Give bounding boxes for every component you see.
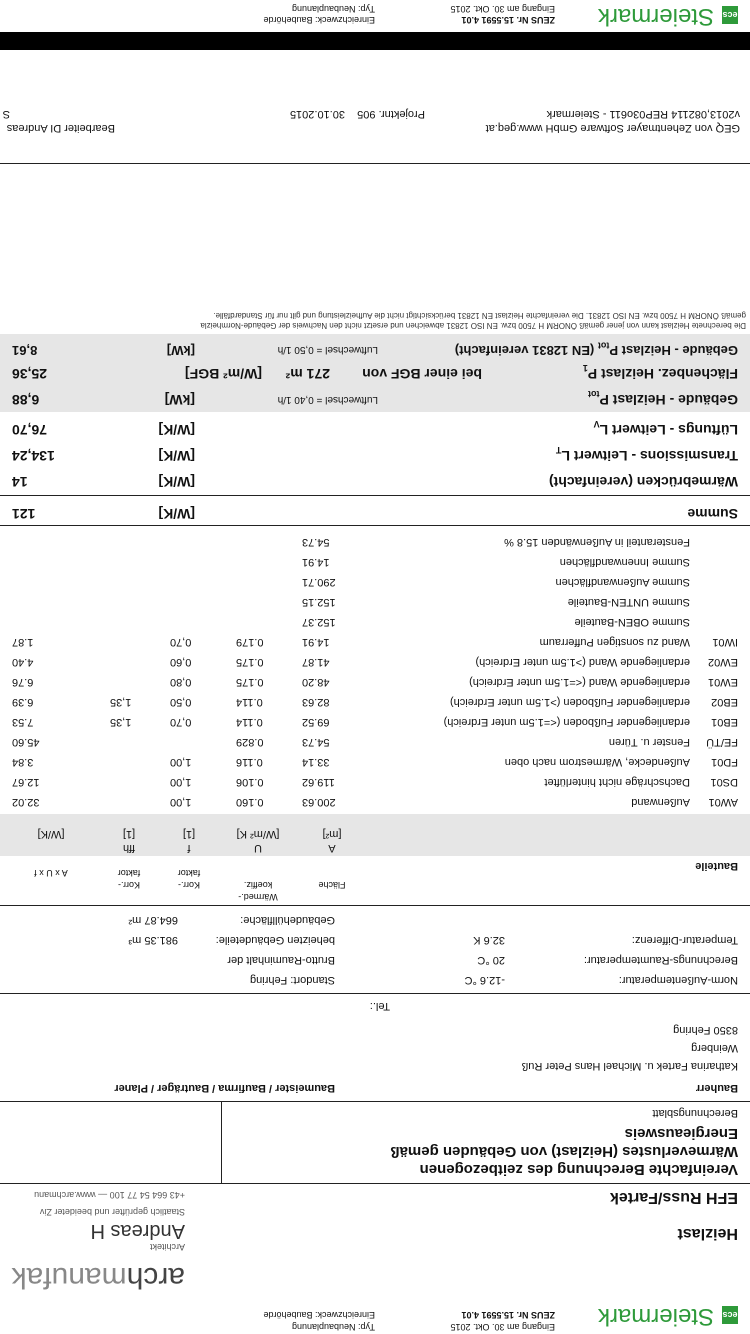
col-korr-2: faktor — [177, 868, 201, 878]
row-result: 7.53 — [12, 716, 34, 728]
company-name-part2: manufak — [11, 1261, 127, 1294]
row-area: 54.73 — [302, 736, 330, 748]
disclaimer-line-1: Die berechnete Heizlast kann von jener gemäß ÖNORM H 7500 bzw. EN ISO 12831 abweichen und ersetzt nicht den Nachweis der Gebäude-Normheizla — [200, 321, 746, 330]
row-name: erdanliegende Wand (>1.5m unter Erdreich) — [475, 656, 690, 668]
row-result: 6.76 — [12, 676, 34, 688]
steiermark-logo: ecs — [722, 6, 738, 24]
divider-vertical — [221, 1102, 222, 1184]
bauherr-tel: Tel.: — [369, 1000, 390, 1012]
bauherr-name: Katharina Fartek u. Michael Hans Peter Ruß — [521, 1060, 738, 1072]
param-beheizt-value: 981.35 m³ — [128, 934, 178, 946]
row-code: EB02 — [711, 696, 738, 708]
bauherr-city: 8350 Fehring — [673, 1024, 738, 1036]
row-result: 45.60 — [12, 736, 40, 748]
steiermark-brand: Steiermark — [597, 1303, 714, 1330]
param-norm-value: -12.6 °C — [464, 974, 505, 986]
row-area: 82.63 — [302, 696, 330, 708]
row-name: Außendecke, Wärmestrom nach oben — [504, 756, 690, 768]
row-u-value: 0.160 — [236, 796, 264, 808]
row-result: 12.67 — [12, 776, 40, 788]
row-area: 14.91 — [302, 636, 330, 648]
summary-label: Summe Außenwandflächen — [555, 576, 690, 588]
col-korr-b-2: faktor — [117, 868, 141, 878]
row-korr-fh: 1,35 — [110, 696, 132, 708]
col-flaeche-unit: [m²] — [322, 828, 342, 840]
result-gh-unit: [kW] — [164, 392, 195, 408]
summary-label: Summe OBEN-Bauteile — [574, 616, 690, 628]
stamp-typ: Typ: Neubauplanung — [291, 4, 375, 14]
row-result: 3.84 — [12, 756, 34, 768]
stamp-typ: Typ: Neubauplanung — [291, 1322, 375, 1332]
result-fh-label: Flächenbez. Heizlast $P_1$ — [582, 363, 738, 382]
company-person: Andreas H — [90, 1220, 185, 1242]
row-korr-f: 1,00 — [170, 796, 192, 808]
result-lu-unit: [W/K] — [158, 422, 195, 438]
param-huell-label: Gebäudehüllfläche: — [240, 914, 335, 926]
row-u-value: 0.114 — [236, 696, 263, 708]
result-wb-label: Wärmebrücken (vereinfacht) — [548, 474, 738, 490]
row-u-value: 0.179 — [236, 636, 264, 648]
doc-heading-2: Wärmeverlustes (Heizlast) von Gebäuden gemäß — [390, 1143, 738, 1160]
doc-heading-3: Energieausweis — [624, 1125, 738, 1142]
result-lu-value: 76,70 — [12, 422, 48, 438]
black-band — [0, 32, 750, 50]
company-tagline: Staatlich geprüfter und beeideter Ziv — [39, 1207, 185, 1217]
col-flaeche-symbol: A — [328, 842, 336, 854]
param-huell-value: 664.87 m² — [128, 914, 178, 926]
result-gh-label: Gebäude - Heizlast $P_{tot}$ — [588, 389, 738, 408]
summary-value: 14.91 — [302, 556, 330, 568]
result-summe-label: Summe — [687, 506, 738, 522]
result-tr-label: Transmissions - Leitwert $L_T$ — [555, 445, 738, 464]
param-diff-label: Temperatur-Differenz: — [631, 934, 738, 946]
param-standort: Standort: Fehring — [250, 974, 335, 986]
table-row — [0, 648, 750, 668]
table-row — [0, 628, 750, 648]
company-role: Architekt — [149, 1242, 185, 1252]
table-row — [0, 688, 750, 708]
row-result: 1.87 — [12, 636, 34, 648]
company-name-part1: arch — [126, 1261, 185, 1294]
col-waerme-2: koeffiz. — [243, 880, 273, 890]
row-code: EW01 — [708, 676, 738, 688]
summary-value: 152.15 — [302, 596, 336, 608]
row-korr-f: 0,70 — [170, 636, 192, 648]
stamp-einreichzweck: Einreichzweck: Baubehörde — [263, 1310, 375, 1320]
row-u-value: 0.175 — [236, 676, 264, 688]
param-berech-value: 20 °C — [477, 954, 505, 966]
bauherr-label: Bauherr — [695, 1082, 738, 1094]
table-row — [0, 728, 750, 748]
row-korr-f: 0,50 — [170, 696, 192, 708]
col-waerme-unit: [W/m² K] — [236, 828, 280, 840]
row-name: Dachschräge nicht hinterlüftet — [544, 776, 690, 788]
col-waerme: Wärmed.- — [238, 892, 278, 902]
result-wb-value: 14 — [12, 474, 28, 490]
result-fh-value: 25,36 — [12, 366, 48, 382]
summary-label: Fensteranteil in Außenwänden 15.8 % — [504, 536, 690, 548]
row-name: erdanliegender Fußboden (<=1.5m unter Erdreich) — [443, 716, 690, 728]
steiermark-brand: Steiermark — [597, 3, 714, 30]
row-area: 33.14 — [302, 756, 330, 768]
result-fh-bgf: 271 m² — [285, 366, 330, 382]
steiermark-logo: ecs — [722, 1306, 738, 1324]
summary-row — [0, 588, 750, 608]
param-brutto-label: Brutto-Rauminhalt der — [227, 954, 335, 966]
col-korr-b-symbol: ffh — [122, 842, 136, 854]
table-row — [0, 788, 750, 808]
result-gh-value: 6,88 — [12, 392, 40, 408]
result-gh-note: Luftwechsel = 0,40 1/h — [277, 394, 378, 405]
divider — [0, 1183, 750, 1184]
row-name: erdanliegende Wand (<=1.5m unter Erdreich) — [469, 676, 690, 688]
result-gv-unit: [kW] — [166, 343, 195, 358]
row-code: FE/TÜ — [706, 736, 738, 748]
summary-row — [0, 568, 750, 588]
table-row — [0, 748, 750, 768]
row-area: 200.63 — [302, 796, 336, 808]
col-korr: Korr.- — [178, 880, 201, 890]
summary-value: 54.73 — [302, 536, 330, 548]
divider — [0, 1101, 750, 1102]
col-flaeche: Fläche — [318, 880, 346, 890]
result-fh-mid: bei einer BGF von — [362, 366, 482, 382]
row-area: 48.20 — [302, 676, 330, 688]
footer-date: 30.10.2015 — [289, 108, 345, 120]
divider — [0, 495, 750, 496]
row-korr-fh: 1,35 — [110, 716, 132, 728]
stamp-zeus: ZEUS Nr. 15.5591 4.01 — [461, 15, 555, 25]
doc-title: Heizlast — [677, 1225, 738, 1242]
footer-projektnr: Projektnr. 905 — [357, 108, 425, 120]
row-korr-f: 1,00 — [170, 776, 192, 788]
row-korr-f: 0,70 — [170, 716, 192, 728]
row-u-value: 0.106 — [236, 776, 264, 788]
result-gv-label: Gebäude - Heizlast $P_{tot}$ (EN 12831 vereinfacht) — [454, 340, 738, 358]
param-berech-label: Berechnungs-Raumtemperatur: — [583, 954, 738, 966]
bauherr-street: Weinberg — [691, 1042, 738, 1054]
result-lu-label: Lüftungs - Leitwert $L_V$ — [593, 419, 738, 438]
row-area: 119.62 — [302, 776, 335, 788]
disclaimer-line-2: gemäß ÖNORM H 7500 bzw. EN ISO 12831. Die vereinfachte Heizlast EN 12831 berücksichtigt nicht die Aufheizleistung und gilt nur für Standardfälle. — [213, 311, 746, 320]
col-bauteile: Bauteile — [695, 860, 738, 872]
col-korr-unit: [1] — [182, 828, 196, 840]
summary-row — [0, 528, 750, 548]
param-diff-value: 32.6 K — [473, 934, 505, 946]
stamp-eingang: Eingang am 30. Okt. 2015 — [450, 4, 555, 14]
divider — [0, 163, 750, 164]
row-name: Wand zu sonstigen Pufferraum — [539, 636, 690, 648]
row-korr-f: 0,80 — [170, 676, 192, 688]
col-korr-symbol: f — [187, 842, 191, 854]
result-fh-unit: [W/m² BGF] — [185, 366, 262, 382]
col-korr-b: Korr.- — [118, 880, 141, 890]
summary-value: 290.71 — [302, 576, 336, 588]
doc-subheading: Berechnungsblatt — [652, 1107, 738, 1119]
row-code: FD01 — [711, 756, 738, 768]
row-result: 6.39 — [12, 696, 34, 708]
divider — [0, 905, 750, 906]
divider — [0, 525, 750, 526]
result-summe-unit: [W/K] — [158, 506, 195, 522]
result-tr-unit: [W/K] — [158, 448, 195, 464]
divider — [0, 993, 750, 994]
row-u-value: 0.175 — [236, 656, 264, 668]
table-row — [0, 708, 750, 728]
row-name: erdanliegender Fußboden (>1.5m unter Erdreich) — [450, 696, 690, 708]
param-norm-label: Norm-Außentemperatur: — [618, 974, 738, 986]
footer-s: S — [2, 108, 10, 120]
row-code: AW01 — [708, 796, 738, 808]
row-code: IW01 — [712, 636, 738, 648]
row-result: 4.40 — [12, 656, 34, 668]
col-korr-b-unit: [1] — [122, 828, 136, 840]
result-gv-note: Luftwechsel = 0,50 1/h — [277, 344, 378, 355]
result-wb-unit: [W/K] — [158, 474, 195, 490]
planer-label: Baumeister / Baufirma / Bauträger / Planer — [114, 1082, 335, 1094]
row-name: Außenwand — [631, 796, 690, 808]
doc-project: EFH Russ/Fartek — [609, 1189, 738, 1206]
col-axuxf-unit: [W/K] — [37, 828, 65, 840]
doc-heading-1: Vereinfachte Berechnung des zeitbezogenen — [419, 1161, 738, 1178]
row-area: 69.52 — [302, 716, 330, 728]
result-tr-value: 134,24 — [12, 448, 55, 464]
row-korr-f: 0,60 — [170, 656, 192, 668]
col-waerme-symbol: U — [254, 842, 262, 854]
row-u-value: 0.116 — [236, 756, 263, 768]
summary-row — [0, 608, 750, 628]
stamp-eingang: Eingang am 30. Okt. 2015 — [450, 1322, 555, 1332]
param-beheizt-label: beheizten Gebäudeteile: — [215, 934, 335, 946]
row-u-value: 0.114 — [236, 716, 263, 728]
row-code: EB01 — [711, 716, 738, 728]
stamp-zeus: ZEUS Nr. 15.5591 4.01 — [461, 1310, 555, 1320]
row-name: Fenster u. Türen — [608, 736, 690, 748]
row-result: 32.02 — [12, 796, 40, 808]
footer-version: v2013,082114 REP03o611 - Steiermark — [546, 108, 740, 120]
result-summe-value: 121 — [12, 506, 36, 522]
summary-value: 152.37 — [302, 616, 336, 628]
table-row — [0, 668, 750, 688]
row-u-value: 0.829 — [236, 736, 264, 748]
row-area: 41.87 — [302, 656, 330, 668]
table-row — [0, 768, 750, 788]
summary-row — [0, 548, 750, 568]
row-code: DS01 — [710, 776, 738, 788]
footer-software: GEQ von Zehentmayer Software GmbH www.geq.at — [485, 122, 740, 134]
company-logo — [12, 1260, 185, 1294]
company-contact: +43 664 54 77 100 — www.archmanu — [34, 1190, 185, 1200]
row-korr-f: 1,00 — [170, 756, 192, 768]
summary-label: Summe Innenwandflächen — [559, 556, 690, 568]
footer-bearbeiter: Bearbeiter DI Andreas — [6, 122, 115, 134]
row-code: EW02 — [708, 656, 738, 668]
summary-label: Summe UNTEN-Bauteile — [567, 596, 690, 608]
result-gv-value: 8,61 — [12, 343, 38, 358]
col-axuxf: A x U x f — [34, 868, 68, 878]
stamp-einreichzweck: Einreichzweck: Baubehörde — [263, 15, 375, 25]
